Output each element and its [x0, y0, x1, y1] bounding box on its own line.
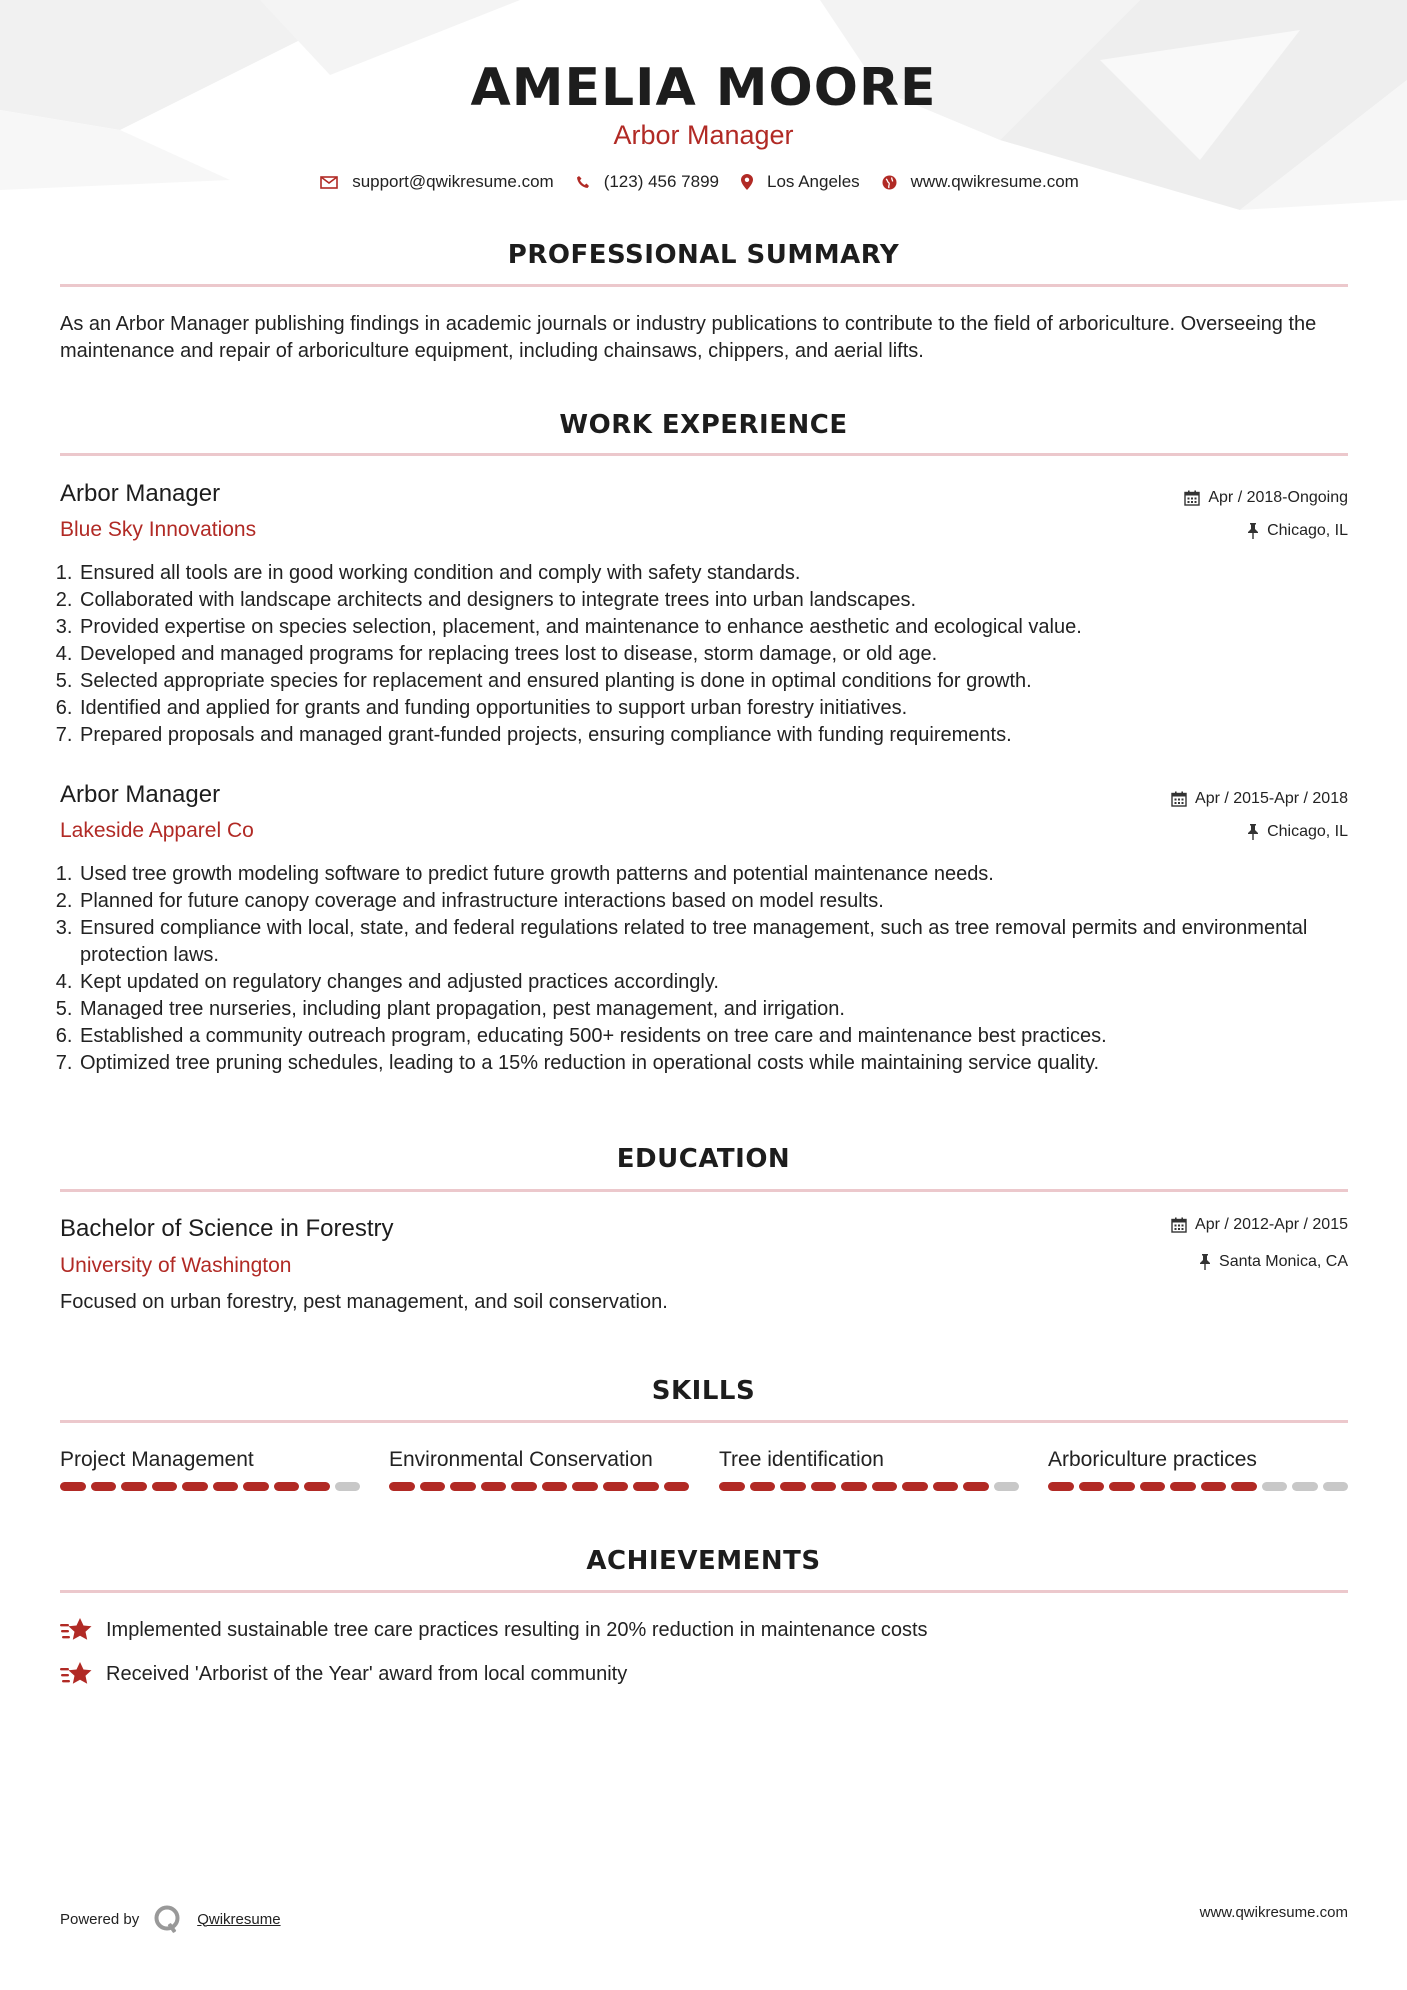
skill-rating-bar [389, 1482, 689, 1491]
skill-segment-empty [1262, 1482, 1288, 1491]
list-item: 4. Developed and managed programs for replacing trees lost to disease, storm damage, or old age. [78, 641, 1368, 668]
skill-segment-filled [389, 1482, 415, 1491]
contact-bar [0, 172, 1407, 192]
job-dates-text: Apr / 2015-Apr / 2018 [1195, 790, 1348, 807]
skill-item [389, 1448, 689, 1491]
achievements-heading: ACHIEVEMENTS [586, 1546, 821, 1576]
shooting-star-icon [60, 1617, 94, 1643]
skill-segment-empty [1323, 1482, 1349, 1491]
skill-segment-filled [511, 1482, 537, 1491]
summary-text: As an Arbor Manager publishing findings in academic journals or industry publications to contribute to the field of arboriculture. Overseeing the maintenance and repair of arboriculture equipment, including chainsaws, chippers, and aerial lifts. [60, 313, 1317, 362]
summary-heading: PROFESSIONAL SUMMARY [507, 240, 900, 270]
list-item: 1. Used tree growth modeling software to predict future growth patterns and potential maintenance needs. [78, 861, 1368, 888]
company-name: Blue Sky Innovations [60, 518, 257, 541]
list-item: 7. Optimized tree pruning schedules, leading to a 15% reduction in operational costs while maintaining service quality. [78, 1050, 1368, 1077]
summary-divider [60, 284, 1348, 287]
skill-label: Arboriculture practices [1048, 1448, 1257, 1471]
school-name: University of Washington [60, 1254, 292, 1277]
skill-segment-filled [213, 1482, 239, 1491]
skills-divider [60, 1420, 1348, 1423]
skill-segment-filled [152, 1482, 178, 1491]
skill-segment-filled [719, 1482, 745, 1491]
candidate-title: Arbor Manager [613, 120, 794, 150]
skill-segment-filled [60, 1482, 86, 1491]
skill-segment-filled [121, 1482, 147, 1491]
education-location [1199, 1253, 1348, 1271]
education-divider [60, 1189, 1348, 1192]
list-item: 4. Kept updated on regulatory changes and adjusted practices accordingly. [78, 969, 1368, 996]
list-item: 3. Ensured compliance with local, state, and federal regulations related to tree management, such as tree removal permits and environmental protection laws. [78, 915, 1368, 969]
qwikresume-logo-icon [153, 1904, 183, 1934]
skill-segment-filled [1231, 1482, 1257, 1491]
skill-rating-bar [1048, 1482, 1348, 1491]
education-heading: EDUCATION [616, 1144, 791, 1174]
envelope-icon [320, 176, 338, 189]
contact-location [741, 172, 860, 192]
skill-segment-filled [450, 1482, 476, 1491]
pushpin-icon [1199, 1254, 1211, 1270]
calendar-icon [1171, 1217, 1187, 1233]
contact-email-text: support@qwikresume.com [352, 172, 554, 191]
skill-segment-filled [243, 1482, 269, 1491]
skill-segment-filled [304, 1482, 330, 1491]
education-dates [1171, 1216, 1348, 1234]
skill-segment-filled [902, 1482, 928, 1491]
contact-website-text: www.qwikresume.com [910, 172, 1079, 191]
job-title: Arbor Manager [60, 781, 221, 808]
globe-icon [882, 175, 897, 190]
pushpin-icon [1247, 523, 1259, 539]
experience-divider [60, 453, 1348, 456]
candidate-name: AMELIA MOORE [470, 58, 937, 118]
footer-website-text: www.qwikresume.com [1199, 1904, 1348, 1921]
skill-segment-filled [1048, 1482, 1074, 1491]
skill-segment-filled [1170, 1482, 1196, 1491]
skill-segment-filled [841, 1482, 867, 1491]
skill-segment-filled [811, 1482, 837, 1491]
education-description: Focused on urban forestry, pest management, and soil conservation. [60, 1291, 668, 1313]
skill-rating-bar [719, 1482, 1019, 1491]
skill-item [719, 1448, 1019, 1491]
skill-segment-filled [1079, 1482, 1105, 1491]
skill-segment-filled [542, 1482, 568, 1491]
list-item: 6. Identified and applied for grants and funding opportunities to support urban forestry initiatives. [78, 695, 1368, 722]
list-item: 2. Planned for future canopy coverage and infrastructure interactions based on model results. [78, 888, 1368, 915]
job-duties-list [60, 861, 1368, 1077]
skill-segment-filled [603, 1482, 629, 1491]
contact-phone[interactable] [576, 172, 719, 192]
skill-segment-filled [963, 1482, 989, 1491]
pushpin-icon [1247, 824, 1259, 840]
list-item: 3. Provided expertise on species selection, placement, and maintenance to enhance aesthetic and ecological value. [78, 614, 1368, 641]
education-location-text: Santa Monica, CA [1219, 1253, 1348, 1270]
experience-heading: WORK EXPERIENCE [559, 410, 848, 440]
skill-segment-filled [750, 1482, 776, 1491]
skills-heading: SKILLS [651, 1376, 756, 1406]
skill-segment-empty [994, 1482, 1020, 1491]
skill-segment-filled [780, 1482, 806, 1491]
list-item: 5. Selected appropriate species for replacement and ensured planting is done in optimal conditions for growth. [78, 668, 1368, 695]
contact-website[interactable] [882, 172, 1079, 192]
list-item: 1. Ensured all tools are in good working condition and comply with safety standards. [78, 560, 1368, 587]
skill-label: Environmental Conservation [389, 1448, 653, 1471]
job-title: Arbor Manager [60, 480, 221, 507]
job-dates [1184, 489, 1348, 507]
job-location [1247, 522, 1348, 540]
skill-segment-filled [1140, 1482, 1166, 1491]
achievement-text: Implemented sustainable tree care practices resulting in 20% reduction in maintenance costs [106, 1618, 928, 1641]
achievements-divider [60, 1590, 1348, 1593]
footer-website[interactable] [1200, 1904, 1348, 1921]
skill-segment-filled [481, 1482, 507, 1491]
skill-segment-empty [335, 1482, 361, 1491]
skill-label: Tree identification [719, 1448, 884, 1471]
calendar-icon [1184, 490, 1200, 506]
skill-rating-bar [60, 1482, 360, 1491]
skill-segment-filled [420, 1482, 446, 1491]
list-item: 7. Prepared proposals and managed grant-funded projects, ensuring compliance with funding requirements. [78, 722, 1368, 749]
skill-segment-filled [182, 1482, 208, 1491]
qwikresume-link[interactable]: Qwikresume [197, 1910, 281, 1928]
skill-segment-filled [1109, 1482, 1135, 1491]
shooting-star-icon [60, 1661, 94, 1687]
skill-item [60, 1448, 360, 1491]
job-duties-list [60, 560, 1368, 749]
achievement-item [60, 1661, 627, 1687]
list-item: 5. Managed tree nurseries, including plant propagation, pest management, and irrigation. [78, 996, 1368, 1023]
contact-phone-text: (123) 456 7899 [603, 172, 720, 191]
powered-by-label: Powered by [60, 1910, 140, 1928]
skill-segment-filled [872, 1482, 898, 1491]
skill-segment-filled [633, 1482, 659, 1491]
phone-icon [576, 175, 590, 189]
degree-title: Bachelor of Science in Forestry [60, 1215, 394, 1242]
list-item: 2. Collaborated with landscape architects and designers to integrate trees into urban landscapes. [78, 587, 1368, 614]
job-location-text: Chicago, IL [1267, 522, 1348, 539]
company-name: Lakeside Apparel Co [60, 819, 254, 842]
skill-segment-filled [933, 1482, 959, 1491]
job-location [1247, 823, 1348, 841]
skill-item [1048, 1448, 1348, 1491]
job-dates-text: Apr / 2018-Ongoing [1208, 489, 1348, 506]
job-location-text: Chicago, IL [1267, 823, 1348, 840]
skill-segment-filled [274, 1482, 300, 1491]
skill-segment-filled [1201, 1482, 1227, 1491]
skill-segment-filled [91, 1482, 117, 1491]
calendar-icon [1171, 791, 1187, 807]
achievement-item [60, 1617, 928, 1643]
job-dates [1171, 790, 1348, 808]
contact-email[interactable] [320, 172, 554, 192]
skill-segment-empty [1292, 1482, 1318, 1491]
education-dates-text: Apr / 2012-Apr / 2015 [1195, 1216, 1348, 1233]
map-pin-icon [741, 174, 753, 190]
skill-label: Project Management [60, 1448, 254, 1471]
footer-powered-by [60, 1904, 281, 1934]
list-item: 6. Established a community outreach program, educating 500+ residents on tree care and maintenance best practices. [78, 1023, 1368, 1050]
skill-segment-filled [572, 1482, 598, 1491]
contact-location-text: Los Angeles [767, 172, 860, 191]
achievement-text: Received 'Arborist of the Year' award from local community [106, 1662, 628, 1685]
skill-segment-filled [664, 1482, 690, 1491]
